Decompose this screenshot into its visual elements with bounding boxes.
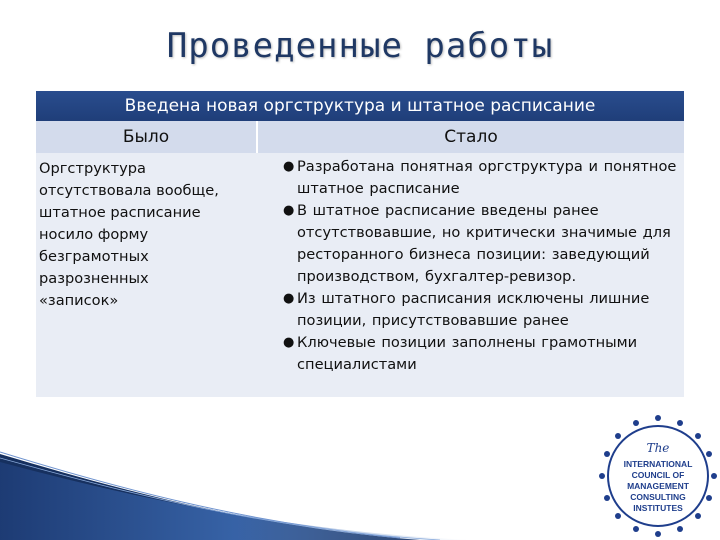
- column-header-before: Было: [36, 121, 256, 153]
- seal-line: INTERNATIONAL: [623, 459, 693, 469]
- list-item: ● Разработана понятная оргструктура и понятное штатное расписание: [283, 158, 677, 197]
- seal-line: INSTITUTES: [633, 503, 683, 513]
- list-item: ● В штатное расписание введены ранее отсутствовавшие, но критически значимые для ресторанного бизнеса позиции: заведующий производством, бухгалтер-ревизор.: [283, 202, 671, 285]
- after-list: [255, 156, 680, 376]
- seal-line: CONSULTING: [630, 492, 686, 502]
- comparison-table: [36, 91, 684, 397]
- bullet-icon: ●: [283, 291, 295, 306]
- bullet-icon: ●: [283, 203, 295, 218]
- before-cell: Оргструктура отсутствовала вообще, штатное расписание носило форму безграмотных разрозненных «записок»: [39, 160, 219, 309]
- bullet-icon: ●: [283, 159, 295, 174]
- seal-line: COUNCIL OF: [631, 470, 685, 480]
- page-title: Проведенные работы: [166, 26, 554, 66]
- seal-the-text: The: [646, 441, 670, 455]
- table-body: [36, 153, 684, 397]
- icmci-seal-icon: [596, 412, 720, 540]
- list-item: ● Из штатного расписания исключены лишние позиции, присутствовавшие ранее: [283, 290, 650, 329]
- after-cell: [253, 153, 684, 397]
- table-header: Введена новая оргструктура и штатное расписание: [36, 91, 684, 121]
- bullet-icon: ●: [283, 335, 295, 350]
- column-header-after: Стало: [258, 121, 684, 153]
- seal-line: MANAGEMENT: [627, 481, 689, 491]
- column-headers: [36, 121, 684, 153]
- list-item: ● Ключевые позиции заполнены грамотными специалистами: [283, 334, 638, 373]
